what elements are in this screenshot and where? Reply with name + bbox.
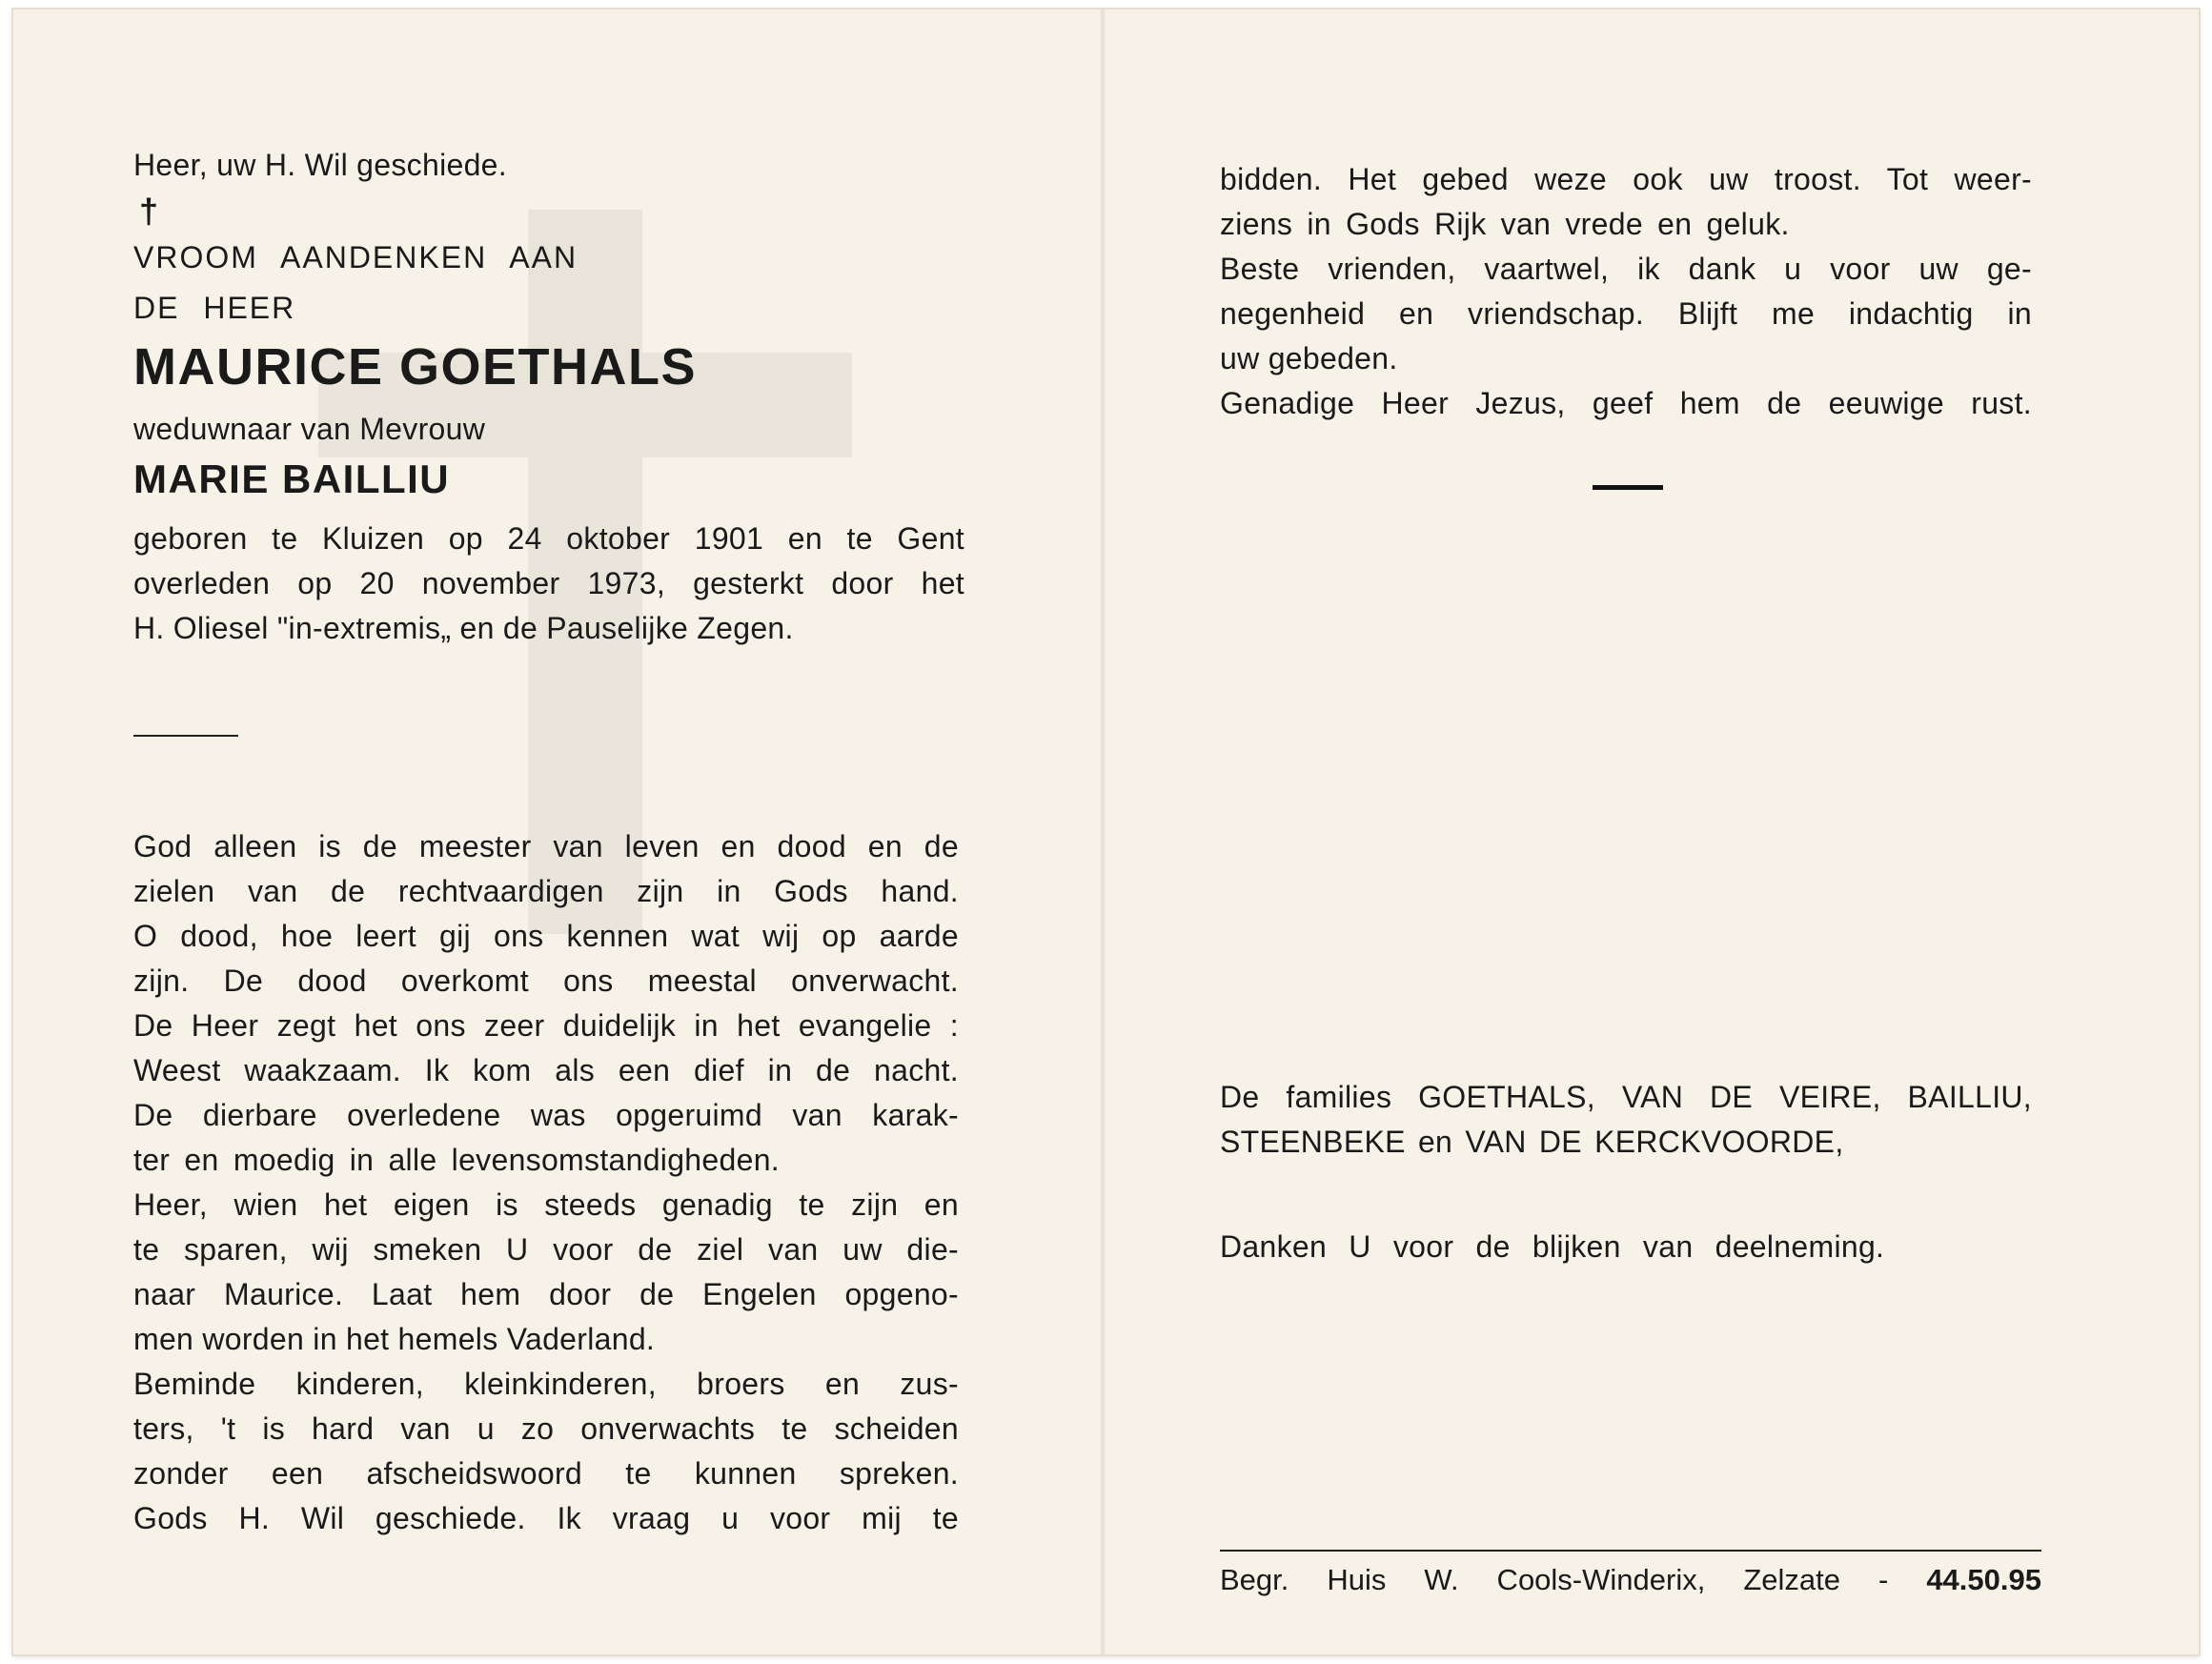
title: DE HEER — [133, 291, 296, 325]
bio-block — [133, 517, 972, 651]
right-panel — [1220, 157, 2059, 490]
bio-line: overleden op 20 november 1973, gesterkt door het — [133, 566, 964, 600]
families-line: De families GOETHALS, VAN DE VEIRE, BAILLIU, — [1220, 1080, 2032, 1114]
deceased-name: MAURICE GOETHALS — [133, 338, 697, 396]
funeral-home-footer — [1220, 1550, 2041, 1599]
thanks-line: Danken U voor de blijken van deelneming. — [1220, 1229, 1885, 1264]
text-line: Heer, wien het eigen is steeds genadig te zijn en — [133, 1187, 959, 1222]
left-text-block — [133, 824, 972, 1541]
text-line: Genadige Heer Jezus, geef hem de eeuwige rust. — [1220, 386, 2032, 420]
text-line: Beminde kinderen, kleinkinderen, broers en zus- — [133, 1367, 959, 1401]
text-line: zonder een afscheidswoord te kunnen spreken. — [133, 1456, 959, 1491]
text-line: Beste vrienden, vaartwel, ik dank u voor uw ge- — [1220, 252, 2032, 286]
text-line: O dood, hoe leert gij ons kennen wat wij op aarde — [133, 919, 959, 953]
spouse-name: MARIE BAILLIU — [133, 457, 451, 501]
funeral-home-phone: 44.50.95 — [1926, 1563, 2041, 1596]
text-line: ters, 't is hard van u zo onverwachts te scheiden — [133, 1411, 959, 1446]
divider — [1593, 485, 1663, 490]
families-block — [1220, 1075, 2059, 1165]
bio-line: H. Oliesel "in-extremis„ en de Pauselijke Zegen. — [133, 611, 794, 645]
text-line: De dierbare overledene was opgeruimd van karak- — [133, 1098, 959, 1132]
divider — [133, 735, 238, 737]
left-panel — [133, 143, 972, 1541]
text-line: ziens in Gods Rijk van vrede en geluk. — [1220, 207, 1790, 241]
bio-line: geboren te Kluizen op 24 oktober 1901 en te Gent — [133, 521, 964, 556]
text-line: naar Maurice. Laat hem door de Engelen opgeno- — [133, 1277, 959, 1311]
text-line: negenheid en vriendschap. Blijft me indachtig in — [1220, 296, 2032, 331]
text-line: zielen van de rechtvaardigen zijn in Gods hand. — [133, 874, 959, 908]
text-line: bidden. Het gebed weze ook uw troost. Tot weer- — [1220, 162, 2032, 196]
text-line: te sparen, wij smeken U voor de ziel van uw die- — [133, 1232, 959, 1267]
text-line: ter en moedig in alle levensomstandigheden. — [133, 1143, 780, 1177]
text-line: Gods H. Wil geschiede. Ik vraag u voor mij te — [133, 1501, 959, 1535]
families-line: STEENBEKE en VAN DE KERCKVOORDE, — [1220, 1125, 1844, 1159]
text-line: De Heer zegt het ons zeer duidelijk in het evangelie : — [133, 1008, 959, 1043]
text-line: zijn. De dood overkomt ons meestal onverwacht. — [133, 964, 959, 998]
text-line: God alleen is de meester van leven en dood en de — [133, 829, 959, 863]
memorial-heading: VROOM AANDENKEN AAN — [133, 240, 578, 274]
text-line: Weest waakzaam. Ik kom als een dief in de nacht. — [133, 1053, 959, 1087]
text-line: uw gebeden. — [1220, 341, 1398, 375]
center-fold — [1100, 10, 1106, 1654]
invocation: Heer, uw H. Wil geschiede. — [133, 148, 507, 182]
cross-icon: † — [139, 192, 159, 231]
funeral-home-name: Begr. Huis W. Cools-Winderix, Zelzate - — [1220, 1563, 1889, 1596]
widower-of: weduwnaar van Mevrouw — [133, 412, 486, 446]
text-line: men worden in het hemels Vaderland. — [133, 1322, 656, 1356]
